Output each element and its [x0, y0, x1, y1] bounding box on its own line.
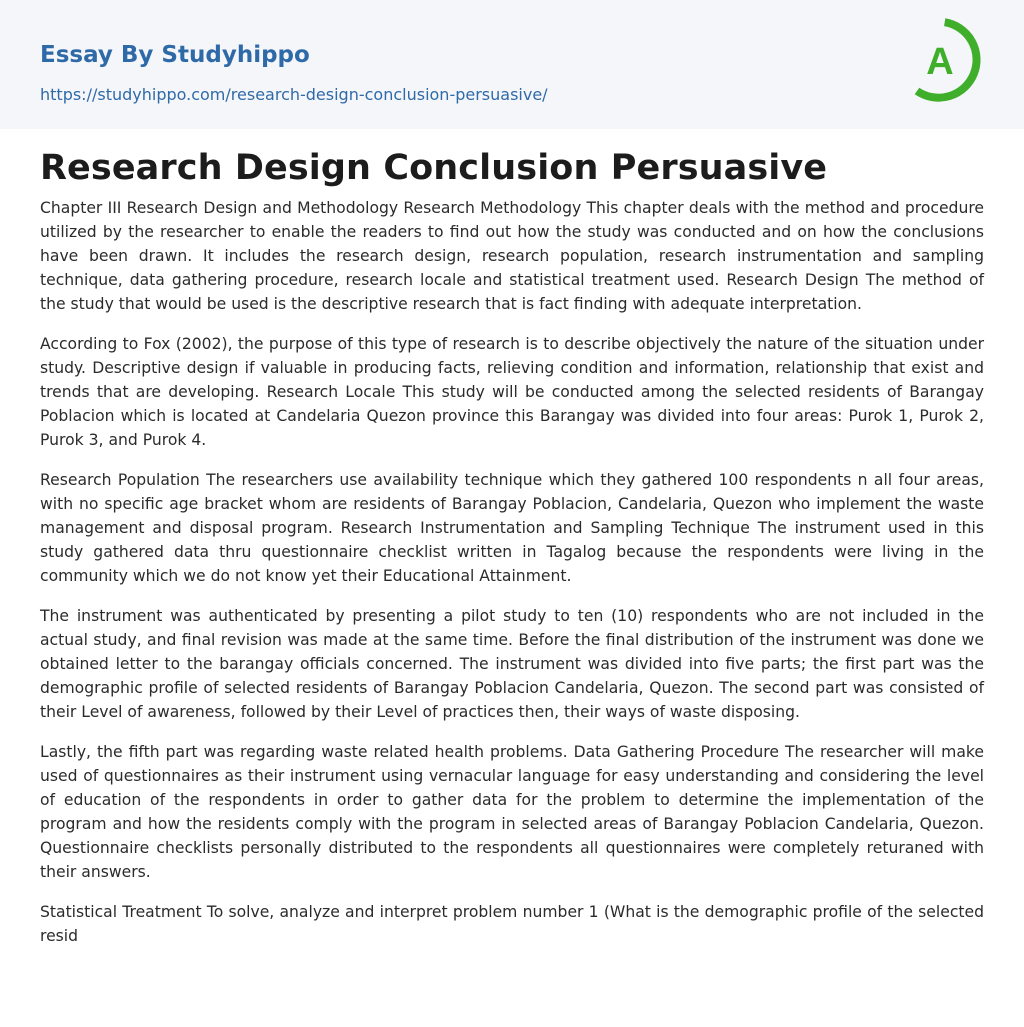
logo-letter: A: [926, 41, 954, 83]
paragraph: According to Fox (2002), the purpose of this type of research is to describe objectively the nature of the situation under study. Descriptive design if valuable in producing facts, relieving condition and information, relationship that exist and trends that are developing. Research Locale This study will be conducted among the selected residents of Barangay Poblacion which is located at Candelaria Quezon province this Barangay was divided into four areas: Purok 1, Purok 2, Purok 3, and Purok 4.: [40, 335, 984, 449]
paragraph: Lastly, the fifth part was regarding waste related health problems. Data Gathering Procedure The researcher will make used of questionnaires as their instrument using vernacular language for easy understanding and considering the level of education of the respondents in order to gather data for the problem to determine the implementation of the program and how the residents comply with the program in selected areas of Barangay Poblacion Candelaria, Quezon. Questionnaire checklists personally distributed to the respondents all questionnaires were completely returaned with their answers.: [40, 743, 984, 881]
source-url-link[interactable]: https://studyhippo.com/research-design-conclusion-persuasive/: [40, 85, 548, 104]
brand-title[interactable]: Essay By Studyhippo: [40, 42, 310, 68]
article: [40, 145, 984, 964]
paragraph: Chapter III Research Design and Methodology Research Methodology This chapter deals with the method and procedure utilized by the researcher to enable the readers to find out how the study was conducted and on how the conclusions have been drawn. It includes the research design, research population, research instrumentation and sampling technique, data gathering procedure, research locale and statistical treatment used. Research Design The method of the study that would be used is the descriptive research that is fact finding with adequate interpretation.: [40, 199, 984, 313]
paragraph: Research Population The researchers use availability technique which they gathered 100 respondents n all four areas, with no specific age bracket whom are residents of Barangay Poblacion, Candelaria, Quezon who implement the waste management and disposal program. Research Instrumentation and Sampling Technique The instrument used in this study gathered data thru questionnaire checklist written in Tagalog because the respondents were living in the community which we do not know yet their Educational Attainment.: [40, 471, 984, 585]
studyhippo-logo-icon[interactable]: [904, 18, 988, 106]
paragraph: The instrument was authenticated by presenting a pilot study to ten (10) respondents who are not included in the actual study, and final revision was made at the same time. Before the final distribution of the instrument was done we obtained letter to the barangay officials concerned. The instrument was divided into five parts; the first part was the demographic profile of selected residents of Barangay Poblacion Candelaria, Quezon. The second part was consisted of their Level of awareness, followed by their Level of practices then, their ways of waste disposing.: [40, 607, 984, 721]
page-header: [0, 0, 1024, 129]
paragraph: Statistical Treatment To solve, analyze and interpret problem number 1 (What is the demographic profile of the selected resid: [40, 903, 984, 945]
page-title: Research Design Conclusion Persuasive: [40, 148, 828, 188]
